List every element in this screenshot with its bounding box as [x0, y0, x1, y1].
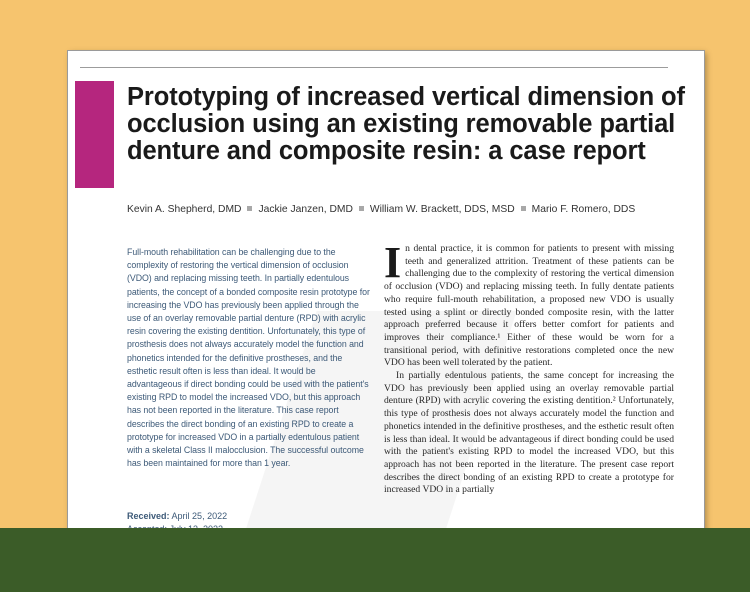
author-name: Mario F. Romero, DDS: [531, 204, 636, 215]
author-name: Kevin A. Shepherd, DMD: [127, 204, 242, 215]
author-name: Jackie Janzen, DMD: [258, 204, 353, 215]
abstract: Full-mouth rehabilitation can be challenging due to the complexity of restoring the vertical dimension of occlusion (VDO) and replacing missing teeth. In partially edentulous patients, the concept of a bonded composite resin prototype for increasing the VDO has previously been applied through the use of an overlay removable partial denture (RPD) with acrylic resin covering the existing dentition. Unfortunately, this type of prosthesis does not always accurately model the function and phonetics intended for the definitive prostheses, and the esthetic result often is less than ideal. It would be advantageous if direct bonding could be used with the patient's existing RPD to model the increased VDO, but this approach has not been reported in the literature. This case report describes the direct bonding of an existing RPD to create a prototype for increased VDO in a partially edentulous patient with a skeletal Class II malocclusion. The successful outcome has been maintained for more than 1 year.: [127, 247, 370, 469]
author-name: William W. Brackett, DDS, MSD: [369, 204, 515, 215]
body-paragraph-text: n dental practice, it is common for patients to present with missing teeth and generalized attrition. Treatment of these patients can be challenging due to the complexity of restoring the vertical dimension of occlusion (VDO) and replacing missing teeth. In fully dentate patients who require full-mouth rehabilitation, a proposed new VDO is usually tested using a splint or directly bonded composite resin, with the latter approach preferred because it offers better comfort for patients and improves their compliance.¹ Either of these would be worn for a transitional period, with definitive restorations completed once the new VDO has been well tolerated by the patient.: [384, 243, 674, 369]
author-separator: [359, 206, 364, 211]
footer-band: [0, 528, 750, 592]
received-date: April 25, 2022: [171, 511, 228, 521]
received-line: [127, 511, 227, 521]
body-paragraph: [384, 238, 674, 370]
body-paragraph: In partially edentulous patients, the same concept for increasing the VDO has previously been applied using an overlay removable partial denture (RPD) with acrylic covering the existing dentition.² Unfortunately, this type of prosthesis does not always accurately model the function and phonetics intended in the definitive prostheses, and the esthetic result often is less than ideal. It would be advantageous if direct bonding could be used with the patient's existing RPD to model the increased VDO, but this approach has not been reported in the literature. The present case report describes the direct bonding of an existing RPD to create a prototype for increased VDO in a partially: [384, 370, 674, 496]
author-separator: [247, 206, 252, 211]
body-text-column: [384, 238, 674, 497]
article-title: Prototyping of increased vertical dimension of occlusion using an existing removable partial denture and composite resin: a case report: [127, 83, 685, 165]
article-page: [68, 51, 704, 592]
author-list: [127, 204, 697, 215]
drop-cap: I: [384, 238, 402, 287]
received-label: Received:: [127, 511, 170, 521]
author-separator: [521, 206, 526, 211]
accent-bar: [75, 81, 114, 188]
header-rule: [80, 67, 668, 68]
